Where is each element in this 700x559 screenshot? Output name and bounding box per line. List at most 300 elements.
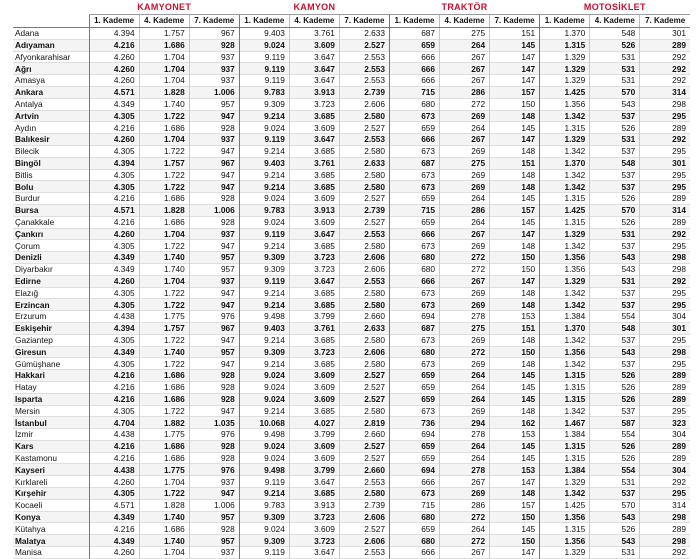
value-cell: 3.723 [289,263,339,275]
value-cell: 3.647 [289,75,339,87]
value-cell: 4.305 [89,287,139,299]
city-name-cell: Bitlis [15,169,33,180]
value-cell: 148 [490,488,540,500]
value-cell: 1.342 [540,358,590,370]
value-cell: 9.498 [239,464,289,476]
value-cell: 928 [189,440,239,452]
value-cell: 9.024 [239,393,289,405]
value-cell: 148 [490,145,540,157]
value-cell: 2.527 [339,452,389,464]
value-cell: 292 [640,51,690,63]
value-cell: 289 [640,122,690,134]
value-cell: 1.722 [139,334,189,346]
city-name-cell: Mersin [15,405,40,416]
value-cell: 1.686 [139,193,189,205]
table-row [13,511,690,523]
city-name-cell: Afyonkarahisar [15,51,71,62]
value-cell: 947 [189,287,239,299]
value-cell: 1.686 [139,440,189,452]
sub-header-cell: 1. Kademe [540,15,590,28]
value-cell: 947 [189,169,239,181]
value-cell: 9.119 [239,75,289,87]
value-cell: 2.553 [339,547,389,559]
value-cell: 967 [189,157,239,169]
city-name-cell: Kayseri [13,464,89,476]
value-cell: 2.553 [339,228,389,240]
value-cell: 150 [490,535,540,547]
value-cell: 4.216 [89,370,139,382]
value-cell: 4.260 [89,476,139,488]
value-cell: 264 [440,440,490,452]
value-cell: 1.356 [540,535,590,547]
value-cell: 2.527 [339,122,389,134]
value-cell: 3.609 [289,39,339,51]
value-cell: 294 [440,417,490,429]
value-cell: 543 [590,535,640,547]
value-cell: 2.580 [339,334,389,346]
value-cell: 2.580 [339,240,389,252]
value-cell: 292 [640,63,690,75]
value-cell: 301 [640,28,690,40]
value-cell: 673 [389,240,439,252]
city-name-cell: Aydın [15,122,37,133]
value-cell: 292 [640,134,690,146]
value-cell: 269 [440,358,490,370]
value-cell: 3.685 [289,287,339,299]
city-name-cell: Ankara [13,86,89,98]
value-cell: 3.723 [289,535,339,547]
sub-header-cell: 4. Kademe [289,15,339,28]
table-row [13,393,690,405]
value-cell: 153 [490,464,540,476]
value-cell: 937 [189,51,239,63]
value-cell: 1.315 [540,381,590,393]
value-cell: 673 [389,488,439,500]
value-cell: 145 [490,370,540,382]
value-cell: 1.329 [540,275,590,287]
value-cell: 531 [590,134,640,146]
value-cell: 3.685 [289,240,339,252]
table-row [13,499,690,511]
value-cell: 1.722 [139,169,189,181]
value-cell: 1.704 [139,63,189,75]
value-cell: 1.722 [139,287,189,299]
value-cell: 9.214 [239,110,289,122]
value-cell: 666 [389,51,439,63]
value-cell: 148 [490,240,540,252]
value-cell: 9.309 [239,252,289,264]
value-cell: 9.214 [239,169,289,181]
value-cell: 1.315 [540,193,590,205]
value-cell: 286 [440,86,490,98]
value-cell: 1.315 [540,370,590,382]
value-cell: 4.394 [89,157,139,169]
value-cell: 9.119 [239,63,289,75]
value-cell: 928 [189,381,239,393]
value-cell: 304 [640,429,690,441]
value-cell: 1.704 [139,75,189,87]
value-cell: 4.349 [89,98,139,110]
value-cell: 659 [389,370,439,382]
value-cell: 3.685 [289,169,339,181]
table-row [13,346,690,358]
value-cell: 157 [490,204,540,216]
table-row [13,547,690,559]
city-name-cell: Gaziantep [15,334,53,345]
city-name-cell: Çankırı [13,228,89,240]
value-cell: 2.739 [339,204,389,216]
value-cell: 9.214 [239,287,289,299]
value-cell: 2.606 [339,252,389,264]
value-cell: 3.723 [289,346,339,358]
value-cell: 666 [389,476,439,488]
table-row [13,275,690,287]
value-cell: 9.119 [239,275,289,287]
value-cell: 3.685 [289,358,339,370]
value-cell: 537 [590,240,640,252]
value-cell: 267 [440,228,490,240]
value-cell: 526 [590,39,640,51]
value-cell: 9.309 [239,98,289,110]
table-row [13,228,690,240]
value-cell: 2.580 [339,110,389,122]
table-row [13,440,690,452]
value-cell: 2.606 [339,535,389,547]
value-cell: 1.342 [540,110,590,122]
value-cell: 1.740 [139,535,189,547]
table-row [13,523,690,535]
value-cell: 673 [389,405,439,417]
value-cell: 4.260 [89,275,139,287]
value-cell: 2.580 [339,358,389,370]
value-cell: 4.260 [89,63,139,75]
value-cell: 694 [389,464,439,476]
value-cell: 1.356 [540,252,590,264]
value-cell: 1.329 [540,63,590,75]
value-cell: 4.260 [89,134,139,146]
table-row [13,240,690,252]
value-cell: 150 [490,511,540,523]
value-cell: 2.606 [339,263,389,275]
value-cell: 145 [490,216,540,228]
value-cell: 2.527 [339,39,389,51]
value-cell: 298 [640,535,690,547]
value-cell: 1.775 [139,464,189,476]
value-cell: 680 [389,263,439,275]
value-cell: 1.686 [139,381,189,393]
value-cell: 687 [389,157,439,169]
value-cell: 937 [189,228,239,240]
table-row [13,452,690,464]
sub-header-corner [13,15,89,28]
value-cell: 9.119 [239,476,289,488]
value-cell: 2.553 [339,75,389,87]
value-cell: 1.686 [139,523,189,535]
city-name-cell: Çorum [15,240,40,251]
value-cell: 531 [590,275,640,287]
value-cell: 2.739 [339,86,389,98]
value-cell: 1.704 [139,275,189,287]
value-cell: 1.704 [139,134,189,146]
value-cell: 687 [389,28,439,40]
value-cell: 570 [590,86,640,98]
value-cell: 4.349 [89,252,139,264]
value-cell: 295 [640,169,690,181]
value-cell: 3.723 [289,98,339,110]
value-cell: 1.686 [139,452,189,464]
city-name-cell: Balıkesir [13,134,89,146]
value-cell: 1.740 [139,252,189,264]
value-cell: 9.498 [239,311,289,323]
value-cell: 4.394 [89,322,139,334]
value-cell: 148 [490,110,540,122]
value-cell: 148 [490,169,540,181]
value-cell: 4.305 [89,169,139,181]
value-cell: 3.761 [289,157,339,169]
table-row [13,110,690,122]
value-cell: 1.686 [139,393,189,405]
value-cell: 298 [640,98,690,110]
value-cell: 9.309 [239,346,289,358]
value-cell: 301 [640,322,690,334]
value-cell: 9.214 [239,145,289,157]
city-name-cell: Bingöl [13,157,89,169]
value-cell: 1.384 [540,311,590,323]
value-cell: 4.438 [89,311,139,323]
value-cell: 957 [189,263,239,275]
value-cell: 3.647 [289,63,339,75]
table-row [13,28,690,40]
value-cell: 673 [389,358,439,370]
value-cell: 947 [189,488,239,500]
value-cell: 1.329 [540,476,590,488]
value-cell: 976 [189,311,239,323]
value-cell: 1.425 [540,499,590,511]
value-cell: 269 [440,169,490,181]
value-cell: 4.260 [89,547,139,559]
value-cell: 4.216 [89,193,139,205]
value-cell: 289 [640,370,690,382]
table-row [13,63,690,75]
value-cell: 289 [640,393,690,405]
value-cell: 976 [189,429,239,441]
value-cell: 1.686 [139,216,189,228]
value-cell: 289 [640,193,690,205]
table-row [13,299,690,311]
value-cell: 570 [590,204,640,216]
value-cell: 967 [189,28,239,40]
value-cell: 543 [590,252,640,264]
value-cell: 9.024 [239,193,289,205]
value-cell: 1.356 [540,263,590,275]
value-cell: 9.783 [239,499,289,511]
value-cell: 4.349 [89,346,139,358]
value-cell: 3.761 [289,28,339,40]
value-cell: 3.609 [289,193,339,205]
value-cell: 9.309 [239,511,289,523]
value-cell: 1.740 [139,346,189,358]
value-cell: 673 [389,181,439,193]
value-cell: 145 [490,122,540,134]
value-cell: 145 [490,523,540,535]
sub-header-cell: 1. Kademe [239,15,289,28]
value-cell: 4.438 [89,464,139,476]
value-cell: 928 [189,523,239,535]
value-cell: 937 [189,63,239,75]
value-cell: 928 [189,39,239,51]
city-name-cell: Elazığ [15,287,39,298]
value-cell: 659 [389,440,439,452]
value-cell: 289 [640,381,690,393]
value-cell: 1.370 [540,322,590,334]
value-cell: 278 [440,429,490,441]
table-row [13,39,690,51]
value-cell: 4.438 [89,429,139,441]
value-cell: 1.006 [189,499,239,511]
value-cell: 151 [490,322,540,334]
value-cell: 9.309 [239,535,289,547]
sub-header-cell: 7. Kademe [640,15,690,28]
value-cell: 314 [640,204,690,216]
value-cell: 1.342 [540,181,590,193]
value-cell: 145 [490,452,540,464]
value-cell: 2.739 [339,499,389,511]
value-cell: 1.329 [540,547,590,559]
city-name-cell: Bursa [13,204,89,216]
value-cell: 269 [440,287,490,299]
value-cell: 1.329 [540,75,590,87]
sub-header-row [13,15,690,28]
city-name-cell: Erzincan [13,299,89,311]
value-cell: 298 [640,346,690,358]
value-cell: 3.685 [289,299,339,311]
table-row [13,476,690,488]
value-cell: 147 [490,476,540,488]
value-cell: 3.685 [289,334,339,346]
city-name-cell: Kütahya [15,523,46,534]
table-row [13,216,690,228]
value-cell: 295 [640,334,690,346]
value-cell: 289 [640,440,690,452]
value-cell: 267 [440,275,490,287]
value-cell: 4.216 [89,216,139,228]
value-cell: 1.722 [139,110,189,122]
city-name-cell: Bilecik [15,146,39,157]
value-cell: 526 [590,452,640,464]
value-cell: 148 [490,405,540,417]
value-cell: 147 [490,134,540,146]
value-cell: 1.342 [540,240,590,252]
value-cell: 526 [590,523,640,535]
value-cell: 1.425 [540,86,590,98]
value-cell: 9.783 [239,204,289,216]
city-name-cell: Denizli [13,252,89,264]
value-cell: 4.216 [89,523,139,535]
value-cell: 4.704 [89,417,139,429]
value-cell: 554 [590,311,640,323]
table-row [13,405,690,417]
value-cell: 1.315 [540,393,590,405]
value-cell: 292 [640,275,690,287]
value-cell: 9.024 [239,381,289,393]
city-name-cell: Antalya [15,99,43,110]
group-header-motosiklet: MOTOSİKLET [540,0,690,15]
value-cell: 543 [590,346,640,358]
value-cell: 2.553 [339,63,389,75]
value-cell: 543 [590,263,640,275]
value-cell: 272 [440,511,490,523]
value-cell: 1.722 [139,181,189,193]
value-cell: 3.647 [289,547,339,559]
value-cell: 3.799 [289,464,339,476]
value-cell: 1.722 [139,299,189,311]
value-cell: 295 [640,299,690,311]
value-cell: 1.329 [540,134,590,146]
value-cell: 145 [490,440,540,452]
value-cell: 147 [490,51,540,63]
value-cell: 3.685 [289,181,339,193]
city-name-cell: Artvin [13,110,89,122]
value-cell: 275 [440,157,490,169]
value-cell: 947 [189,358,239,370]
value-cell: 531 [590,476,640,488]
value-cell: 298 [640,263,690,275]
table-row [13,311,690,323]
value-cell: 1.342 [540,405,590,417]
value-cell: 3.609 [289,523,339,535]
value-cell: 1.882 [139,417,189,429]
value-cell: 2.580 [339,299,389,311]
value-cell: 150 [490,263,540,275]
city-name-cell: Adıyaman [13,39,89,51]
value-cell: 269 [440,181,490,193]
value-cell: 292 [640,228,690,240]
city-name-cell: Diyarbakır [15,264,53,275]
value-cell: 680 [389,511,439,523]
table-row [13,169,690,181]
value-cell: 150 [490,98,540,110]
value-cell: 4.305 [89,181,139,193]
value-cell: 1.342 [540,488,590,500]
value-cell: 1.342 [540,145,590,157]
value-cell: 1.686 [139,370,189,382]
value-cell: 4.305 [89,488,139,500]
value-cell: 947 [189,110,239,122]
table-row [13,193,690,205]
value-cell: 1.425 [540,204,590,216]
value-cell: 680 [389,98,439,110]
value-cell: 264 [440,370,490,382]
vehicle-tax-table [13,0,690,559]
value-cell: 267 [440,547,490,559]
table-row [13,134,690,146]
value-cell: 1.035 [189,417,239,429]
value-cell: 4.305 [89,299,139,311]
value-cell: 537 [590,145,640,157]
city-name-cell: Gümüşhane [15,358,61,369]
value-cell: 1.757 [139,322,189,334]
value-cell: 659 [389,381,439,393]
value-cell: 1.315 [540,216,590,228]
value-cell: 666 [389,63,439,75]
value-cell: 267 [440,63,490,75]
value-cell: 272 [440,252,490,264]
city-name-cell: Ağrı [13,63,89,75]
value-cell: 4.216 [89,122,139,134]
value-cell: 957 [189,346,239,358]
city-name-cell: Amasya [15,75,45,86]
value-cell: 2.527 [339,370,389,382]
